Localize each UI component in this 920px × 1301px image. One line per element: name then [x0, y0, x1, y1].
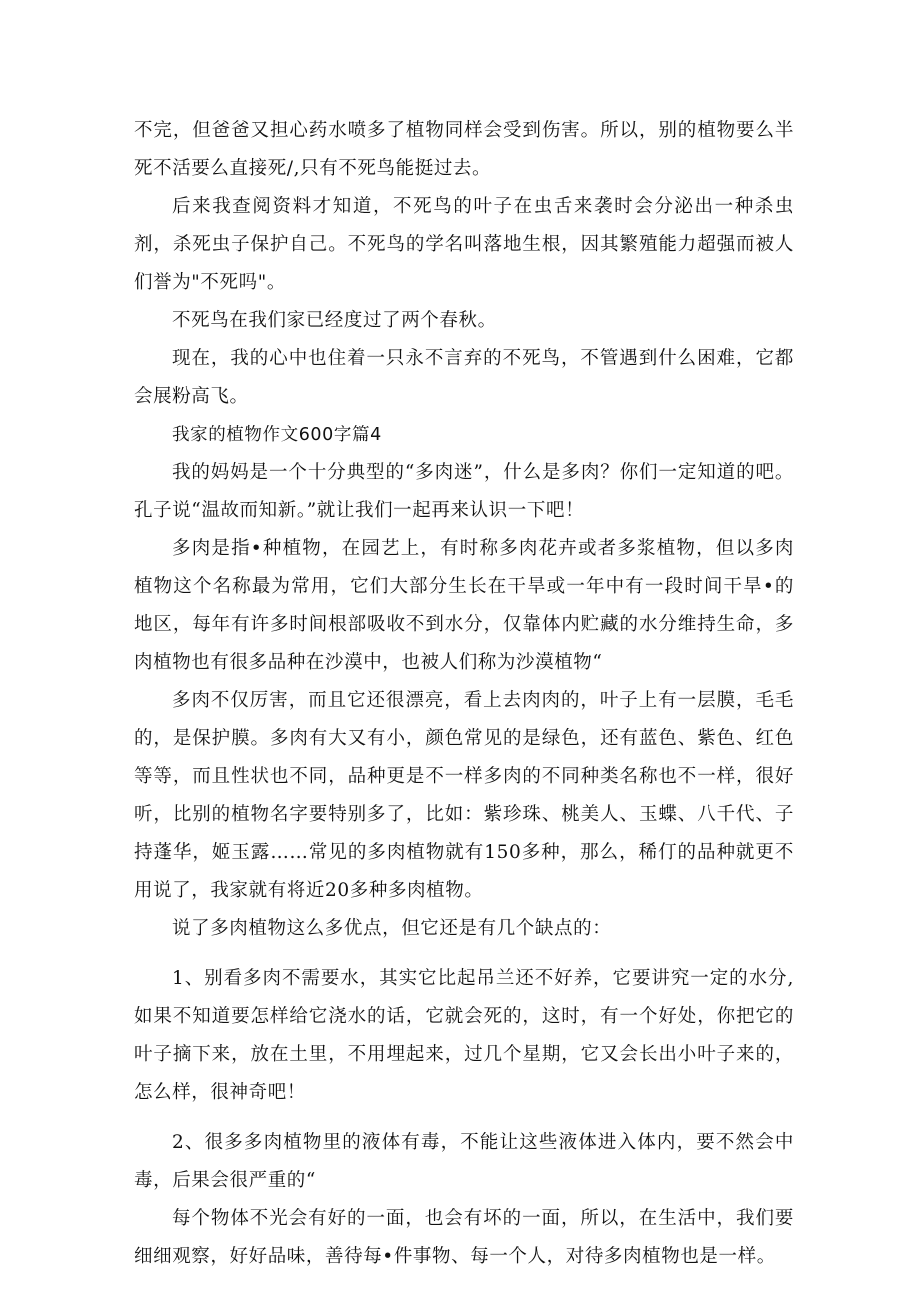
list-item-paragraph: 2、很多多肉植物里的液体有毒，不能让这些液体进入体内，要不然会中毒，后果会很严重的“ [134, 1132, 794, 1191]
paragraph: 每个物体不光会有好的一面，也会有坏的一面，所以，在生活中，我们要细细观察，好好品味，善待每•件事物、每一个人，对待多肉植物也是一样。 [134, 1208, 794, 1267]
article-body [134, 112, 794, 1276]
paragraph: 现在，我的心中也住着一只永不言弃的不死鸟，不管遇到什么困难，它都会展粉高飞。 [134, 348, 794, 407]
paragraph: 后来我查阅资料才知道，不死鸟的叶子在虫舌来袭时会分泌出一种杀虫剂，杀死虫子保护自己。不死鸟的学名叫落地生根，因其繁殖能力超强而被人们誉为"不死吗"。 [134, 196, 794, 293]
paragraph: 多肉不仅厉害，而且它还很漂亮，看上去肉肉的，叶子上有一层膜，毛毛的，是保护膜。多肉有大又有小，颜色常见的是绿色，还有蓝色、紫色、红色等等，而且性状也不同，品种更是不一样多肉的不同种类名称也不一样，很好听，比别的植物名字要特别多了，比如：紫珍珠、桃美人、玉蝶、八千代、子持蓬华，姬玉露……常见的多肉植物就有150多种，那么，稀仃的品种就更不用说了，我家就有将近20多种多肉植物。 [134, 690, 794, 901]
paragraph: 不死鸟在我们家已经度过了两个春秋。 [172, 310, 497, 331]
section-heading: 我家的植物作文600字篇4 [172, 425, 382, 445]
paragraph-continuation: 不完，但爸爸又担心药水喷多了植物同样会受到伤害。所以，别的植物要么半死不活要么直接死/,只有不死鸟能挺过去。 [134, 120, 794, 179]
paragraph: 说了多肉植物这么多优点，但它还是有几个缺点的： [172, 918, 612, 939]
paragraph: 我的妈妈是一个十分典型的“多肉迷”，什么是多肉？你们一定知道的吧。孔子说“温故而知新。”就让我们一起再来认识一下吧！ [134, 462, 794, 521]
paragraph: 多肉是指•种植物，在园艺上，有时称多肉花卉或者多浆植物，但以多肉植物这个名称最为常用，它们大部分生长在干旱或一年中有一段时间干旱•的地区，每年有许多时间根部吸收不到水分，仅靠体内贮藏的水分维持生命，多肉植物也有很多品种在沙漠中，也被人们称为沙漠植物“ [134, 538, 794, 673]
list-item-paragraph: 1、别看多肉不需要水，其实它比起吊兰还不好养，它要讲究一定的水分,如果不知道要怎样给它浇水的话，它就会死的，这时，有一个好处，你把它的叶子摘下来，放在土里，不用埋起来，过几个星期，它又会长出小叶子来的，怎么样，很神奇吧！ [134, 968, 794, 1103]
